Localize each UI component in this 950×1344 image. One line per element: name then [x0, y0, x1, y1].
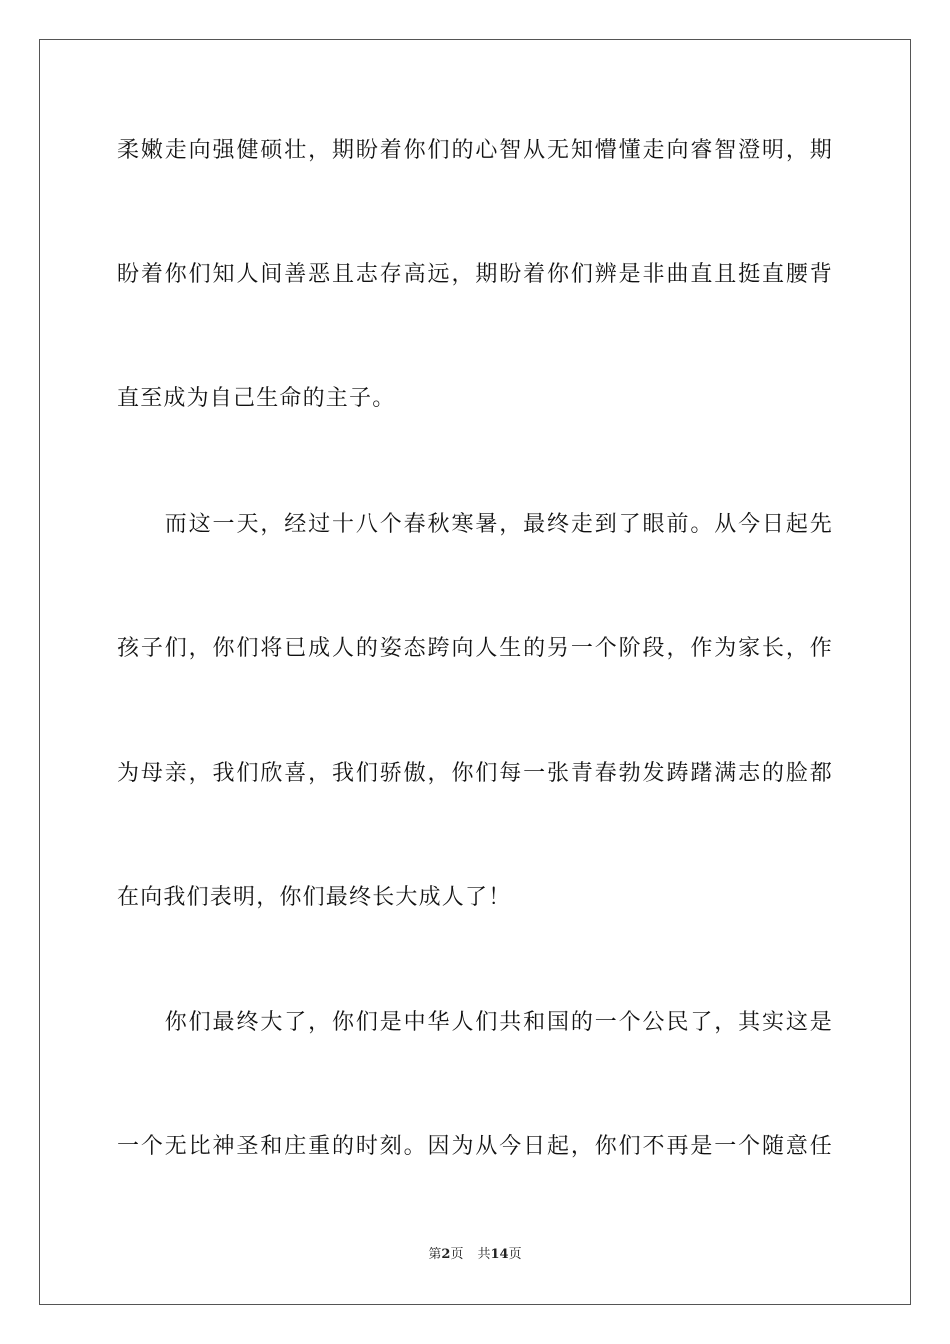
text-line-2: 盼着你们知人间善恶且志存高远，期盼着你们辨是非曲直且挺直腰背 — [117, 262, 833, 287]
page-number: 2 — [441, 1247, 451, 1262]
text-line-9: 一个无比神圣和庄重的时刻。因为从今日起，你们不再是一个随意任 — [117, 1134, 833, 1159]
text-line-8: 你们最终大了，你们是中华人们共和国的一个公民了，其实这是 — [117, 1010, 833, 1035]
page-suffix: 页 — [450, 1247, 464, 1262]
text-line-6: 为母亲，我们欣喜，我们骄傲，你们每一张青春勃发踌躇满志的脸都 — [117, 761, 833, 786]
total-suffix: 页 — [508, 1247, 522, 1262]
page-prefix: 第 — [428, 1247, 442, 1262]
text-line-5: 孩子们，你们将已成人的姿态跨向人生的另一个阶段，作为家长，作 — [117, 636, 833, 661]
text-line-7: 在向我们表明，你们最终长大成人了！ — [117, 885, 512, 910]
text-line-3: 直至成为自己生命的主子。 — [117, 386, 396, 411]
total-prefix: 共 — [477, 1247, 491, 1262]
total-pages: 14 — [490, 1247, 509, 1262]
text-line-1: 柔嫩走向强健硕壮，期盼着你们的心智从无知懵懂走向睿智澄明，期 — [117, 138, 833, 163]
text-line-4: 而这一天，经过十八个春秋寒暑，最终走到了眼前。从今日起先 — [117, 512, 833, 537]
page-border — [39, 39, 911, 1305]
page-footer — [0, 1246, 950, 1264]
